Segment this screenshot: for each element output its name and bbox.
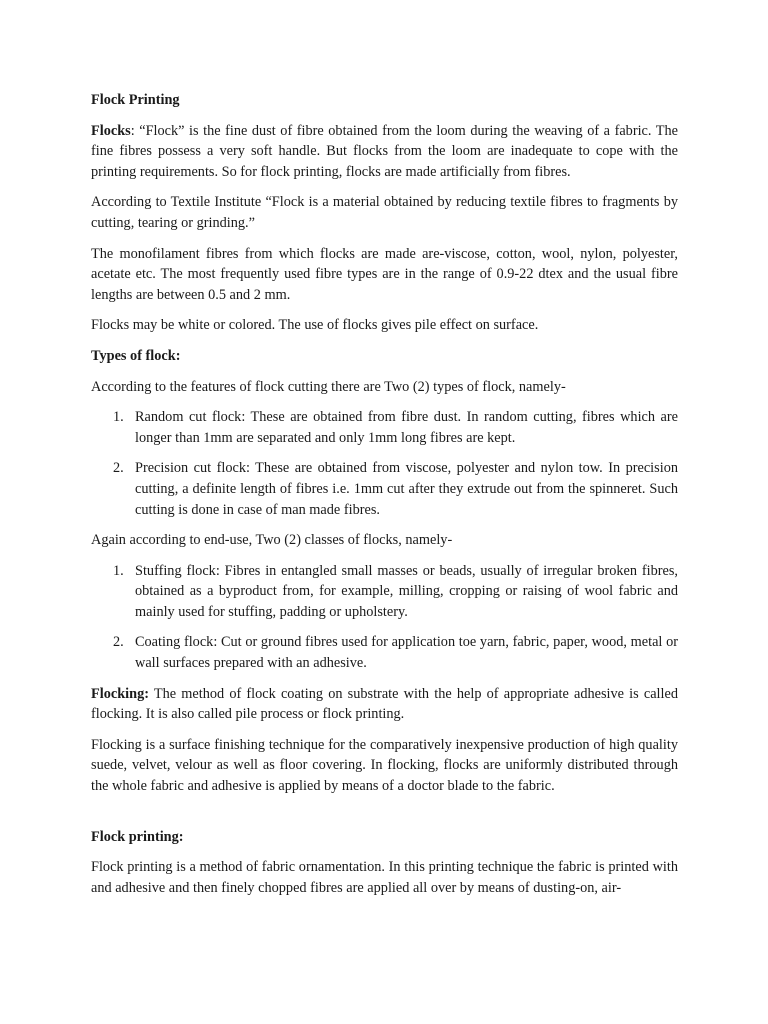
list-number: 1. xyxy=(113,562,124,579)
list-item-text: Random cut flock: These are obtained from fibre dust. In random cutting, fibres which are longer than 1mm are separated and only 1mm long fibres are kept. xyxy=(135,409,678,446)
list-number: 2. xyxy=(113,634,124,651)
blank-line xyxy=(91,807,678,827)
flocking-text: The method of flock coating on substrate with the help of appropriate adhesive is called flocking. It is also called pile process or flock printing. xyxy=(91,685,678,723)
types-heading: Types of flock: xyxy=(91,347,181,364)
flock-printing-paragraph: Flock printing is a method of fabric ornamentation. In this printing technique the fabric is printed with and adhesive and then finely chopped fibres are applied all over by means of dusting-on, air- xyxy=(91,859,678,896)
list-item xyxy=(91,561,678,623)
textile-institute-paragraph: According to Textile Institute “Flock is a material obtained by reducing textile fibres to fragments by cutting, tearing or grinding.” xyxy=(91,194,678,231)
list-item-text: Coating flock: Cut or ground fibres used for application toe yarn, fabric, paper, wood, metal or wall surfaces prepared with an adhesive. xyxy=(135,634,678,672)
list-item-text: Stuffing flock: Fibres in entangled small masses or beads, usually of irregular broken fibres, obtained as a byproduct from, for example, milling, cropping or raising of wool fabric and mainly used for stuffing, padding or upholstery. xyxy=(135,562,678,620)
list-item-text: Precision cut flock: These are obtained from viscose, polyester and nylon tow. In precision cutting, a definite length of fibres i.e. 1mm cut after they extrude out from the spinneret. Such cutting is done in case of man made fibres. xyxy=(135,460,678,518)
document-title: Flock Printing xyxy=(91,92,180,108)
colored-paragraph: Flocks may be white or colored. The use of flocks gives pile effect on surface. xyxy=(91,317,539,334)
surface-paragraph: Flocking is a surface finishing technique for the comparatively inexpensive production of high quality suede, velvet, velour as well as floor covering. In flocking, flocks are uniformly distributed through the whole fabric and adhesive is applied by means of a doctor blade to the fabric. xyxy=(91,736,678,795)
list-number: 1. xyxy=(113,409,124,426)
types-intro: According to the features of flock cutting there are Two (2) types of flock, namely- xyxy=(91,378,566,395)
types-list xyxy=(91,407,678,520)
list-item xyxy=(91,458,678,520)
classes-list xyxy=(91,561,678,674)
document-page xyxy=(91,90,678,908)
flocks-term: Flocks xyxy=(91,122,131,139)
flock-printing-heading: Flock printing: xyxy=(91,828,184,845)
list-number: 2. xyxy=(113,460,124,477)
monofilament-paragraph: The monofilament fibres from which flocks are made are-viscose, cotton, wool, nylon, polyester, acetate etc. The most frequently used fibre types are in the range of 0.9-22 dtex and the usual fibre lengths are between 0.5 and 2 mm. xyxy=(91,245,678,303)
flocks-text: : “Flock” is the fine dust of fibre obtained from the loom during the weaving of a fabric. The fine fibres possess a very soft handle. But flocks from the loom are inadequate to cope with the printing requirements. So for flock printing, flocks are made artificially from fibres. xyxy=(91,122,678,180)
flocking-term: Flocking: xyxy=(91,685,149,702)
list-item xyxy=(91,632,678,673)
classes-intro: Again according to end-use, Two (2) classes of flocks, namely- xyxy=(91,532,453,549)
list-item xyxy=(91,407,678,448)
flocking-paragraph xyxy=(91,684,678,725)
flocks-paragraph xyxy=(91,121,678,183)
